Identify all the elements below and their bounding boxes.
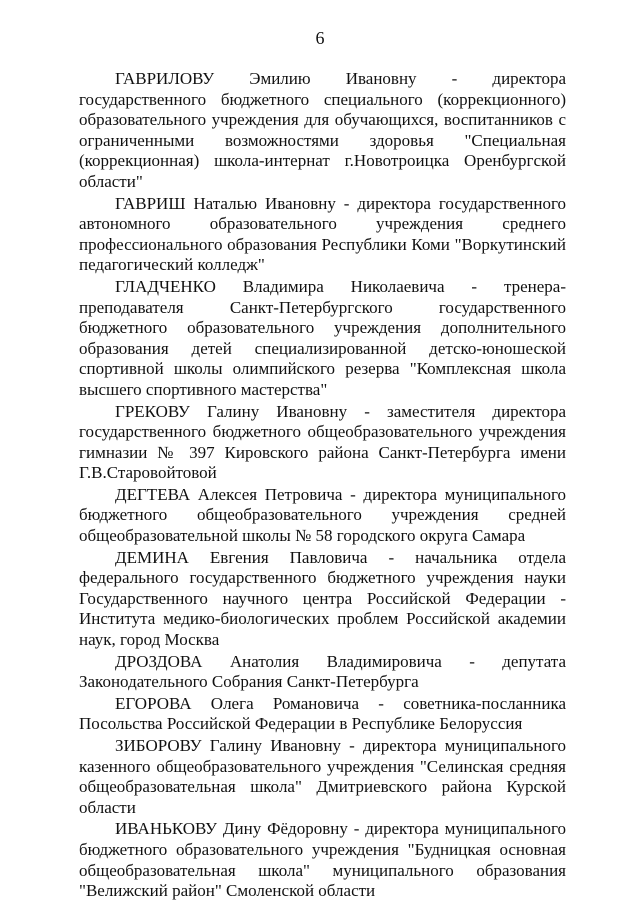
list-item: ДЕГТЕВА Алексея Петровича - директора муниципального бюджетного общеобразовательного учреждения средней общеобразовательной школы № 58 городского округа Самара: [79, 484, 566, 546]
list-item: ГАВРИЛОВУ Эмилию Ивановну - директора государственного бюджетного специального (коррекционного) образовательного учреждения для обучающихся, воспитанников с ограниченными возможностями здоровья "Специальная (коррекционная) школа-интернат г.Новотроицка Оренбургской области": [79, 69, 566, 191]
page-number: 6: [315, 28, 325, 48]
list-item: ДРОЗДОВА Анатолия Владимировича - депутата Законодательного Собрания Санкт-Петербурга: [79, 651, 566, 692]
list-item: ИВАНЬКОВУ Дину Фёдоровну - директора муниципального бюджетного образовательного учреждения "Будницкая основная общеобразовательная школа" муниципального образования "Велижский район" Смоленской области: [79, 819, 566, 901]
list-item: ЗИБОРОВУ Галину Ивановну - директора муниципального казенного общеобразовательного учреждения "Селинская средняя общеобразовательная школа" Дмитриевского района Курской области: [79, 736, 566, 817]
list-item: ГЛАДЧЕНКО Владимира Николаевича - тренера-преподавателя Санкт-Петербургского государственного бюджетного образовательного учреждения дополнительного образования детей специализированной детско-юношеской спортивной школы олимпийского резерва "Комплексная школа высшего спортивного мастерства": [79, 276, 566, 399]
list-item: ГАВРИШ Наталью Ивановну - директора государственного автономного образовательного учреждения среднего профессионального образования Республики Коми "Воркутинский педагогический колледж": [79, 193, 566, 275]
award-list: [79, 69, 566, 902]
list-item: ЕГОРОВА Олега Романовича - советника-посланника Посольства Российской Федерации в Республике Белоруссия: [79, 693, 566, 734]
list-item: ДЕМИНА Евгения Павловича - начальника отдела федерального государственного бюджетного учреждения науки Государственного научного центра Российской Федерации - Института медико-биологических проблем Российской академии наук, город Москва: [79, 547, 566, 650]
list-item: ГРЕКОВУ Галину Ивановну - заместителя директора государственного бюджетного общеобразовательного учреждения гимназии № 397 Кировского района Санкт-Петербурга имени Г.В.Старовойтовой: [79, 401, 566, 483]
